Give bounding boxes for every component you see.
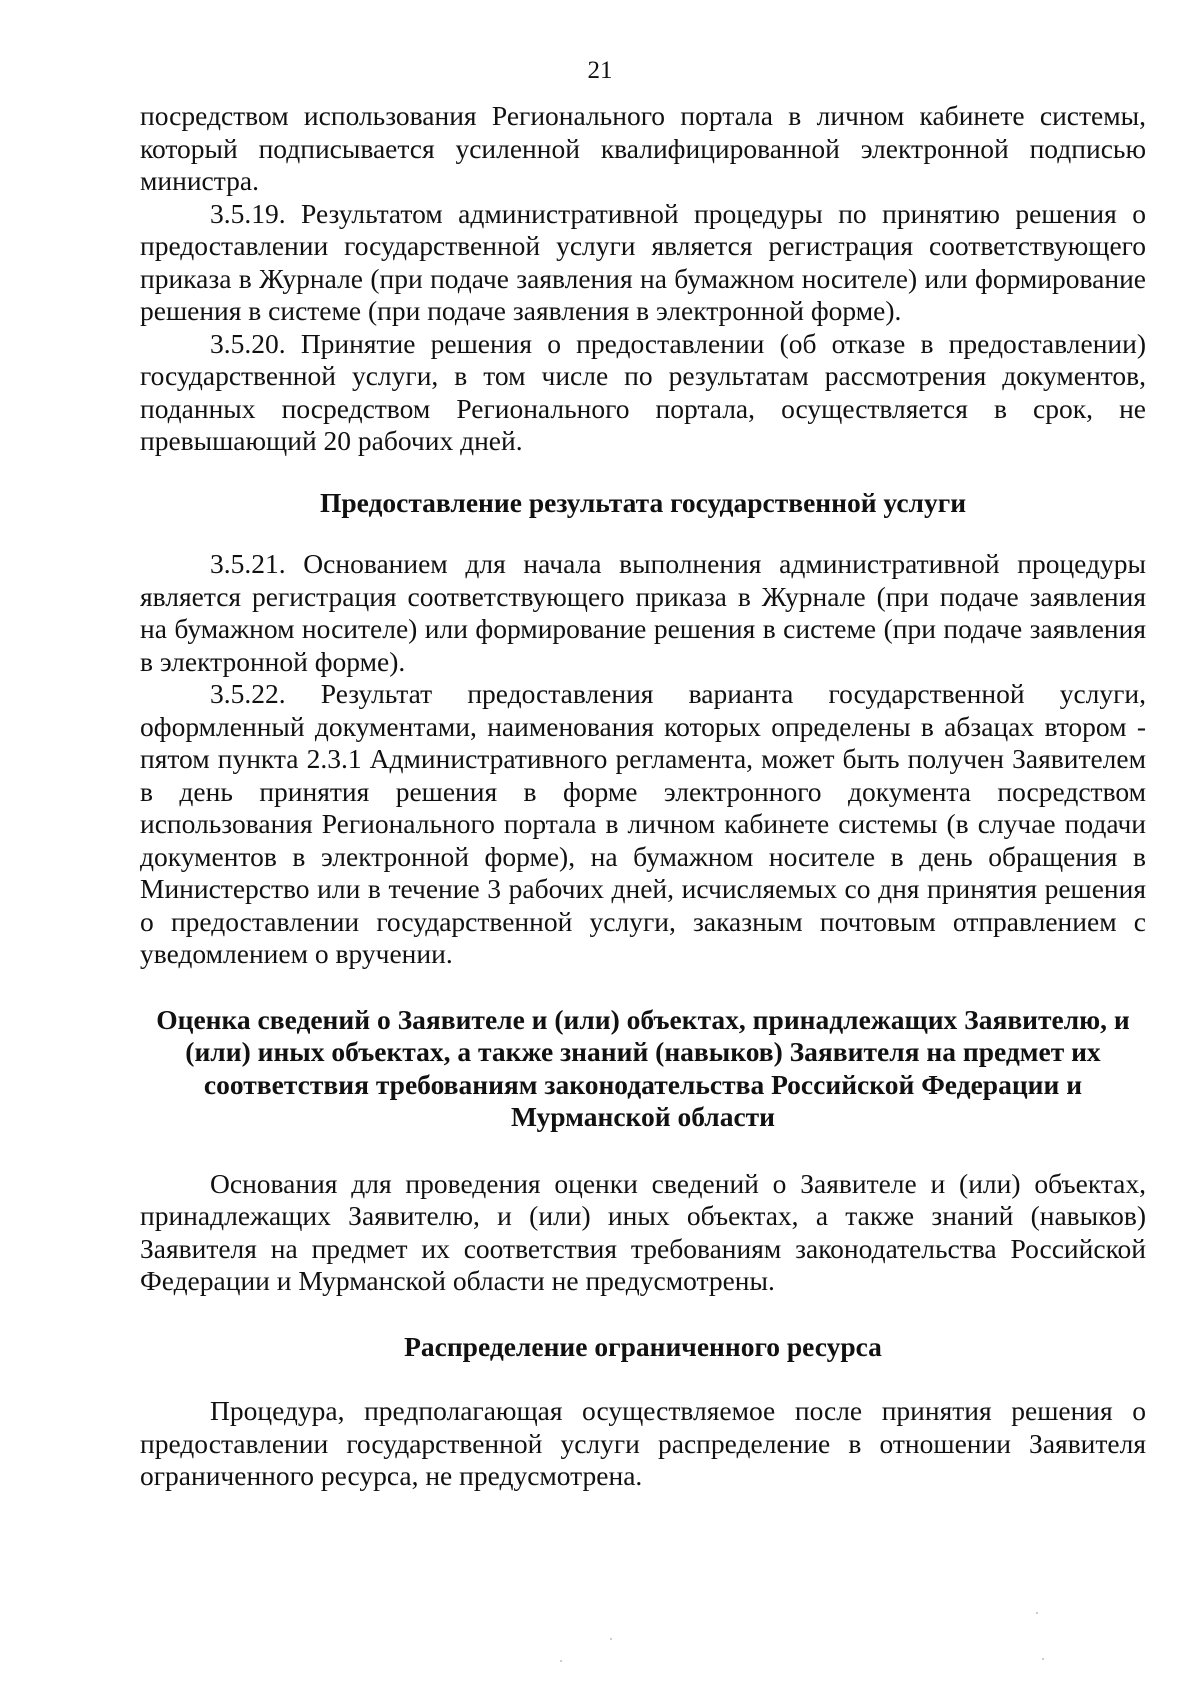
page-number: 21 (587, 57, 613, 84)
paragraph-assessment: Основания для проведения оценки сведений о Заявителе и (или) объектах, принадлежащих Заявителю, и (или) иных объектах, а также знаний (навыков) Заявителя на предмет их соответствия требованиям законодательства Российской Федерации и Мурманской области не предусмотрены. (140, 1167, 1146, 1296)
heading-resource: Распределение ограниченного ресурса (404, 1330, 882, 1362)
scan-speck (1036, 1612, 1038, 1614)
paragraph-3-5-20: 3.5.20. Принятие решения о предоставлении (об отказе в предоставлении) государственной услуги, в том числе по результатам рассмотрения документов, поданных посредством Регионального портала, осуществляется в срок, не превышающий 20 рабочих дней. (140, 327, 1146, 456)
heading-result: Предоставление результата государственной услуги (319, 486, 967, 518)
scan-speck (1042, 1658, 1044, 1660)
paragraph-3-5-19: 3.5.19. Результатом административной процедуры по принятию решения о предоставлении государственной услуги является регистрация соответствующего приказа в Журнале (при подаче заявления на бумажном носителе) или формирование решения в системе (при подаче заявления в электронной форме). (140, 197, 1146, 326)
heading-assessment: Оценка сведений о Заявителе и (или) объектах, принадлежащих Заявителю, и (или) иных объектах, а также знаний (навыков) Заявителя на предмет их соответствия требованиям законодательства Российской Федерации и Мурманской области (156, 1003, 1130, 1132)
document-body (140, 100, 1146, 1493)
paragraph-resource: Процедура, предполагающая осуществляемое после принятия решения о предоставлении государственной услуги распределение в отношении Заявителя ограниченного ресурса, не предусмотрена. (140, 1395, 1146, 1491)
scan-speck (610, 1638, 612, 1640)
scan-speck (560, 1660, 562, 1662)
paragraph-3-5-22: 3.5.22. Результат предоставления варианта государственной услуги, оформленный документами, наименования которых определены в абзацах втором - пятом пункта 2.3.1 Административного регламента, может быть получен Заявителем в день принятия решения в форме электронного документа посредством использования Регионального портала в личном кабинете системы (в случае подачи документов в электронной форме), на бумажном носителе в день обращения в Министерство или в течение 3 рабочих дней, исчисляемых со дня принятия решения о предоставлении государственной услуги, заказным почтовым отправлением с уведомлением о вручении. (140, 678, 1146, 969)
paragraph-continuation: посредством использования Регионального портала в личном кабинете системы, который подписывается усиленной квалифицированной электронной подписью министра. (140, 100, 1146, 196)
paragraph-3-5-21: 3.5.21. Основанием для начала выполнения административной процедуры является регистрация соответствующего приказа в Журнале (при подаче заявления на бумажном носителе) или формирование решения в системе (при подаче заявления в электронной форме). (140, 548, 1146, 677)
